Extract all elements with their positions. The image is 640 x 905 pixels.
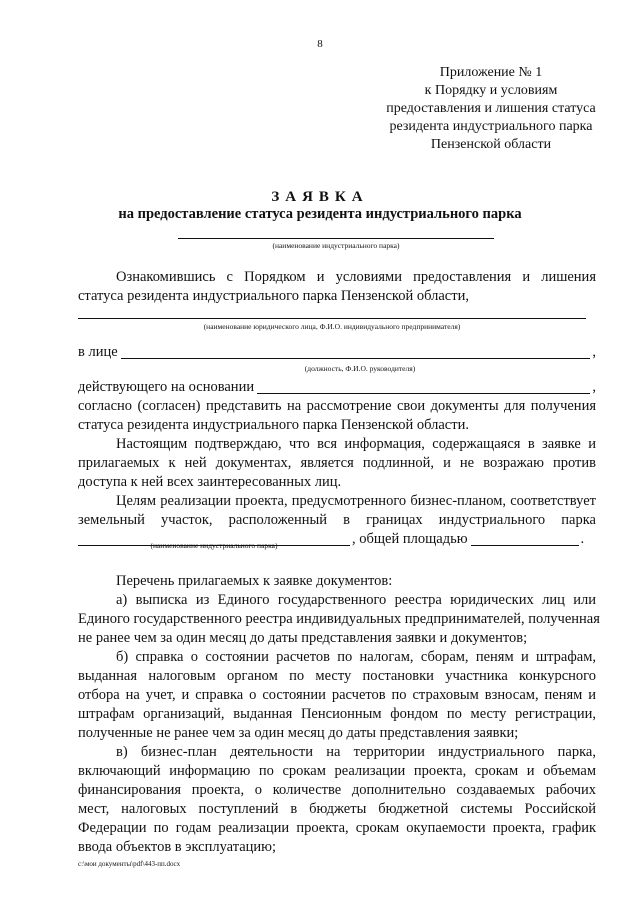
entity-name-field[interactable]: [78, 318, 586, 319]
total-area-label: , общей площадью: [352, 531, 468, 547]
list-item-b-line: полученные не ранее чем за один месяц до даты представления заявки;: [78, 725, 519, 741]
annex-line: предоставления и лишения статуса: [386, 101, 596, 116]
comma: ,: [592, 379, 596, 395]
park-name-field[interactable]: [178, 238, 494, 239]
annex-block: [366, 64, 616, 154]
annex-line: к Порядку и условиям: [424, 83, 558, 98]
period: .: [580, 531, 585, 547]
annex-line: Пензенской области: [430, 137, 552, 152]
in-person-label: в лице: [78, 344, 118, 360]
agree-line-1: согласно (согласен) представить на рассмотрение свои документы для получения: [78, 398, 596, 414]
annex-line: Приложение № 1: [439, 65, 543, 80]
list-item-a-line: а) выписка из Единого государственного реестра юридических лиц или: [116, 592, 596, 608]
area-field[interactable]: [471, 545, 579, 546]
confirm-line-2: прилагаемых к ней документах, является подлинной, и не возражаю против: [78, 455, 596, 471]
in-person-field[interactable]: [121, 358, 591, 359]
intro-line-1: Ознакомившись с Порядком и условиями предоставления и лишения: [116, 269, 596, 285]
annex-line: резидента индустриального парка: [389, 119, 593, 134]
comma: ,: [592, 344, 596, 360]
list-item-v-line: финансирования проекта, о количестве дополнительно создаваемых рабочих: [78, 782, 596, 798]
list-item-a-line: не ранее чем за один месяц до даты представления заявки и документов;: [78, 630, 528, 646]
list-item-b-line: б) справка о состоянии расчетов по налогам, сборам, пеням и штрафам,: [116, 649, 596, 665]
acting-basis-label: действующего на основании: [78, 379, 255, 395]
list-item-b-line: отбора на учет, и справка о состоянии расчетов по страховым взносам, пеням и: [78, 687, 596, 703]
acting-basis-field[interactable]: [257, 393, 590, 394]
list-item-a-line: Единого государственного реестра индивидуальных предпринимателей, полученная: [78, 611, 600, 627]
document-subtitle: на предоставление статуса резидента индустриального парка: [118, 206, 522, 222]
list-heading: Перечень прилагаемых к заявке документов:: [116, 573, 393, 589]
goals-line-1: Целям реализации проекта, предусмотренного бизнес-планом, соответствует: [116, 493, 596, 509]
in-person-row: [78, 343, 596, 362]
list-item-v-line: в) бизнес-план деятельности на территории индустриального парка,: [116, 744, 596, 760]
list-item-v-line: Федерации по годам реализации проекта, срокам окупаемости проекта, график: [78, 820, 596, 836]
page-number: 8: [317, 38, 323, 50]
position-caption: (должность, Ф.И.О. руководителя): [304, 364, 416, 373]
park-name-caption: (наименование индустриального парка): [272, 241, 400, 250]
acting-basis-row: [78, 378, 596, 397]
intro-line-2: статуса резидента индустриального парка Пензенской области,: [78, 288, 469, 304]
confirm-line-3: доступа к ней всех заинтересованных лиц.: [78, 474, 342, 490]
goals-line-2: земельный участок, расположенный в границах индустриального парка: [78, 512, 596, 528]
confirm-line-1: Настоящим подтверждаю, что вся информация, содержащаяся в заявке и: [116, 436, 596, 452]
document-title: ЗАЯВКА: [271, 189, 369, 205]
list-item-b-line: выданная налоговым органом по месту постановки участника конкурсного: [78, 668, 596, 684]
agree-line-2: статуса резидента индустриального парка Пензенской области.: [78, 417, 469, 433]
list-item-v-line: ввода объектов в эксплуатацию;: [78, 839, 277, 855]
list-item-v-line: включающий информацию по срокам реализации проекта, срокам и объемам: [78, 763, 596, 779]
file-path-footer: c:\мои документы\pdf\443-пп.docx: [78, 860, 181, 868]
entity-name-caption: (наименование юридического лица, Ф.И.О. индивидуального предпринимателя): [203, 322, 461, 331]
list-item-v-line: мест, налоговых поступлений в бюджеты бюджетной системы Российской: [78, 801, 596, 817]
park-name-caption-2: (наименование индустриального парка): [150, 541, 278, 550]
list-item-b-line: штрафам организаций, выданная Пенсионным фондом по месту регистрации,: [78, 706, 596, 722]
